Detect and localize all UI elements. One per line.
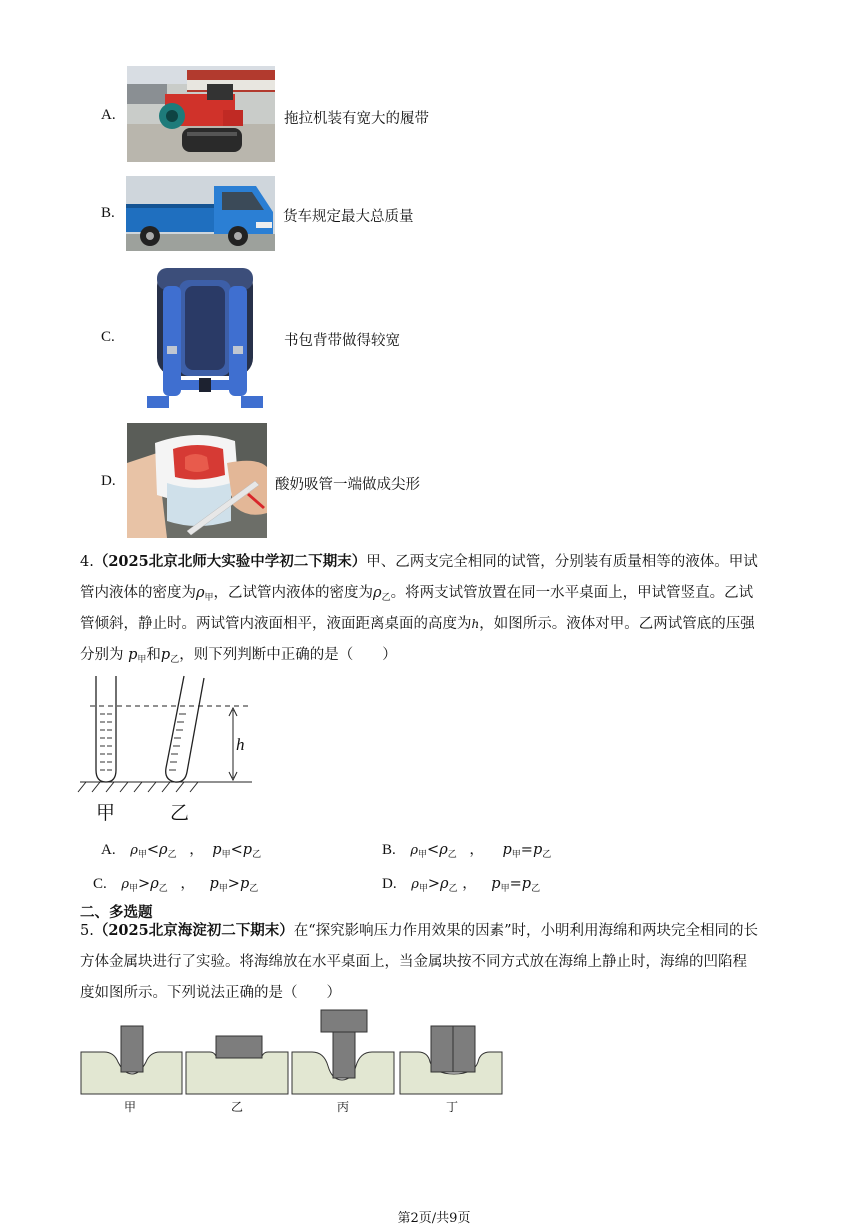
q4-option-c: C. $\rho_甲>\rho_乙$ ， $p_甲>p_乙$ [93, 876, 259, 894]
page-footer: 第2页/共9页 [397, 1211, 471, 1226]
test-tube-figure [76, 674, 256, 824]
q5-line-2: 方体金属块进行了实验。将海绵放在水平桌面上，当金属块按不同方式放在海绵上静止时，海绵的凹陷程 [80, 954, 747, 970]
tractor-photo [127, 66, 275, 162]
backpack-photo [143, 262, 267, 412]
panel-label-ding: 丁 [446, 1100, 459, 1114]
option-letter: B. [101, 205, 115, 221]
question-source: （2025北京北师大实验中学初二下期末） [93, 553, 367, 570]
height-label: h [236, 735, 245, 754]
question-number: 5. [80, 923, 94, 939]
section-title: 二、多选题 [80, 904, 153, 921]
question-number: 4. [80, 554, 94, 570]
q4-line-4: 分别为 $p_甲$和$p_乙$，则下列判断中正确的是（ ） [80, 647, 397, 665]
option-text: 书包背带做得较宽 [284, 333, 400, 349]
q5-line-3: 度如图所示。下列说法正确的是（ ） [80, 985, 341, 1001]
sponge-figure [80, 1008, 504, 1118]
option-letter: C. [101, 329, 115, 345]
q4-option-b: B. $\rho_甲<\rho_乙$ ， $p_甲=p_乙$ [382, 842, 552, 860]
tube-label-yi: 乙 [170, 802, 190, 824]
panel-label-yi: 乙 [231, 1100, 244, 1114]
q4-line-2: 管内液体的密度为$\rho_甲$，乙试管内液体的密度为$\rho_乙$。将两支试管放置在同一水平桌面上，甲试管竖直。乙试 [80, 585, 754, 603]
question-source: （2025北京海淀初二下期末） [93, 922, 294, 939]
q4-line-3: 管倾斜，静止时。两试管内液面相平，液面距离桌面的高度为h，如图所示。液体对甲。乙两试管底的压强 [80, 616, 755, 632]
yogurt-straw-photo [127, 423, 267, 538]
q4-line-1: 4.（2025北京北师大实验中学初二下期末）甲、乙两支完全相同的试管，分别装有质量相等的液体。甲试 [80, 553, 758, 570]
q5-line-1: 5.（2025北京海淀初二下期末）在“探究影响压力作用效果的因素”时，小明利用海绵和两块完全相同的长 [80, 922, 759, 939]
option-text: 酸奶吸管一端做成尖形 [275, 477, 420, 493]
q4-option-d: D. $\rho_甲>\rho_乙$ ， $p_甲=p_乙$ [382, 876, 541, 894]
q4-option-a: A. $\rho_甲<\rho_乙$ ， $p_甲<p_乙$ [101, 842, 262, 860]
option-letter: A. [101, 107, 116, 123]
tube-label-jia: 甲 [96, 802, 116, 824]
option-text: 拖拉机装有宽大的履带 [284, 111, 429, 127]
option-text: 货车规定最大总质量 [283, 209, 414, 225]
panel-label-bing: 丙 [337, 1100, 350, 1114]
truck-photo [126, 176, 275, 251]
option-letter: D. [101, 473, 116, 489]
panel-label-jia: 甲 [124, 1100, 137, 1114]
